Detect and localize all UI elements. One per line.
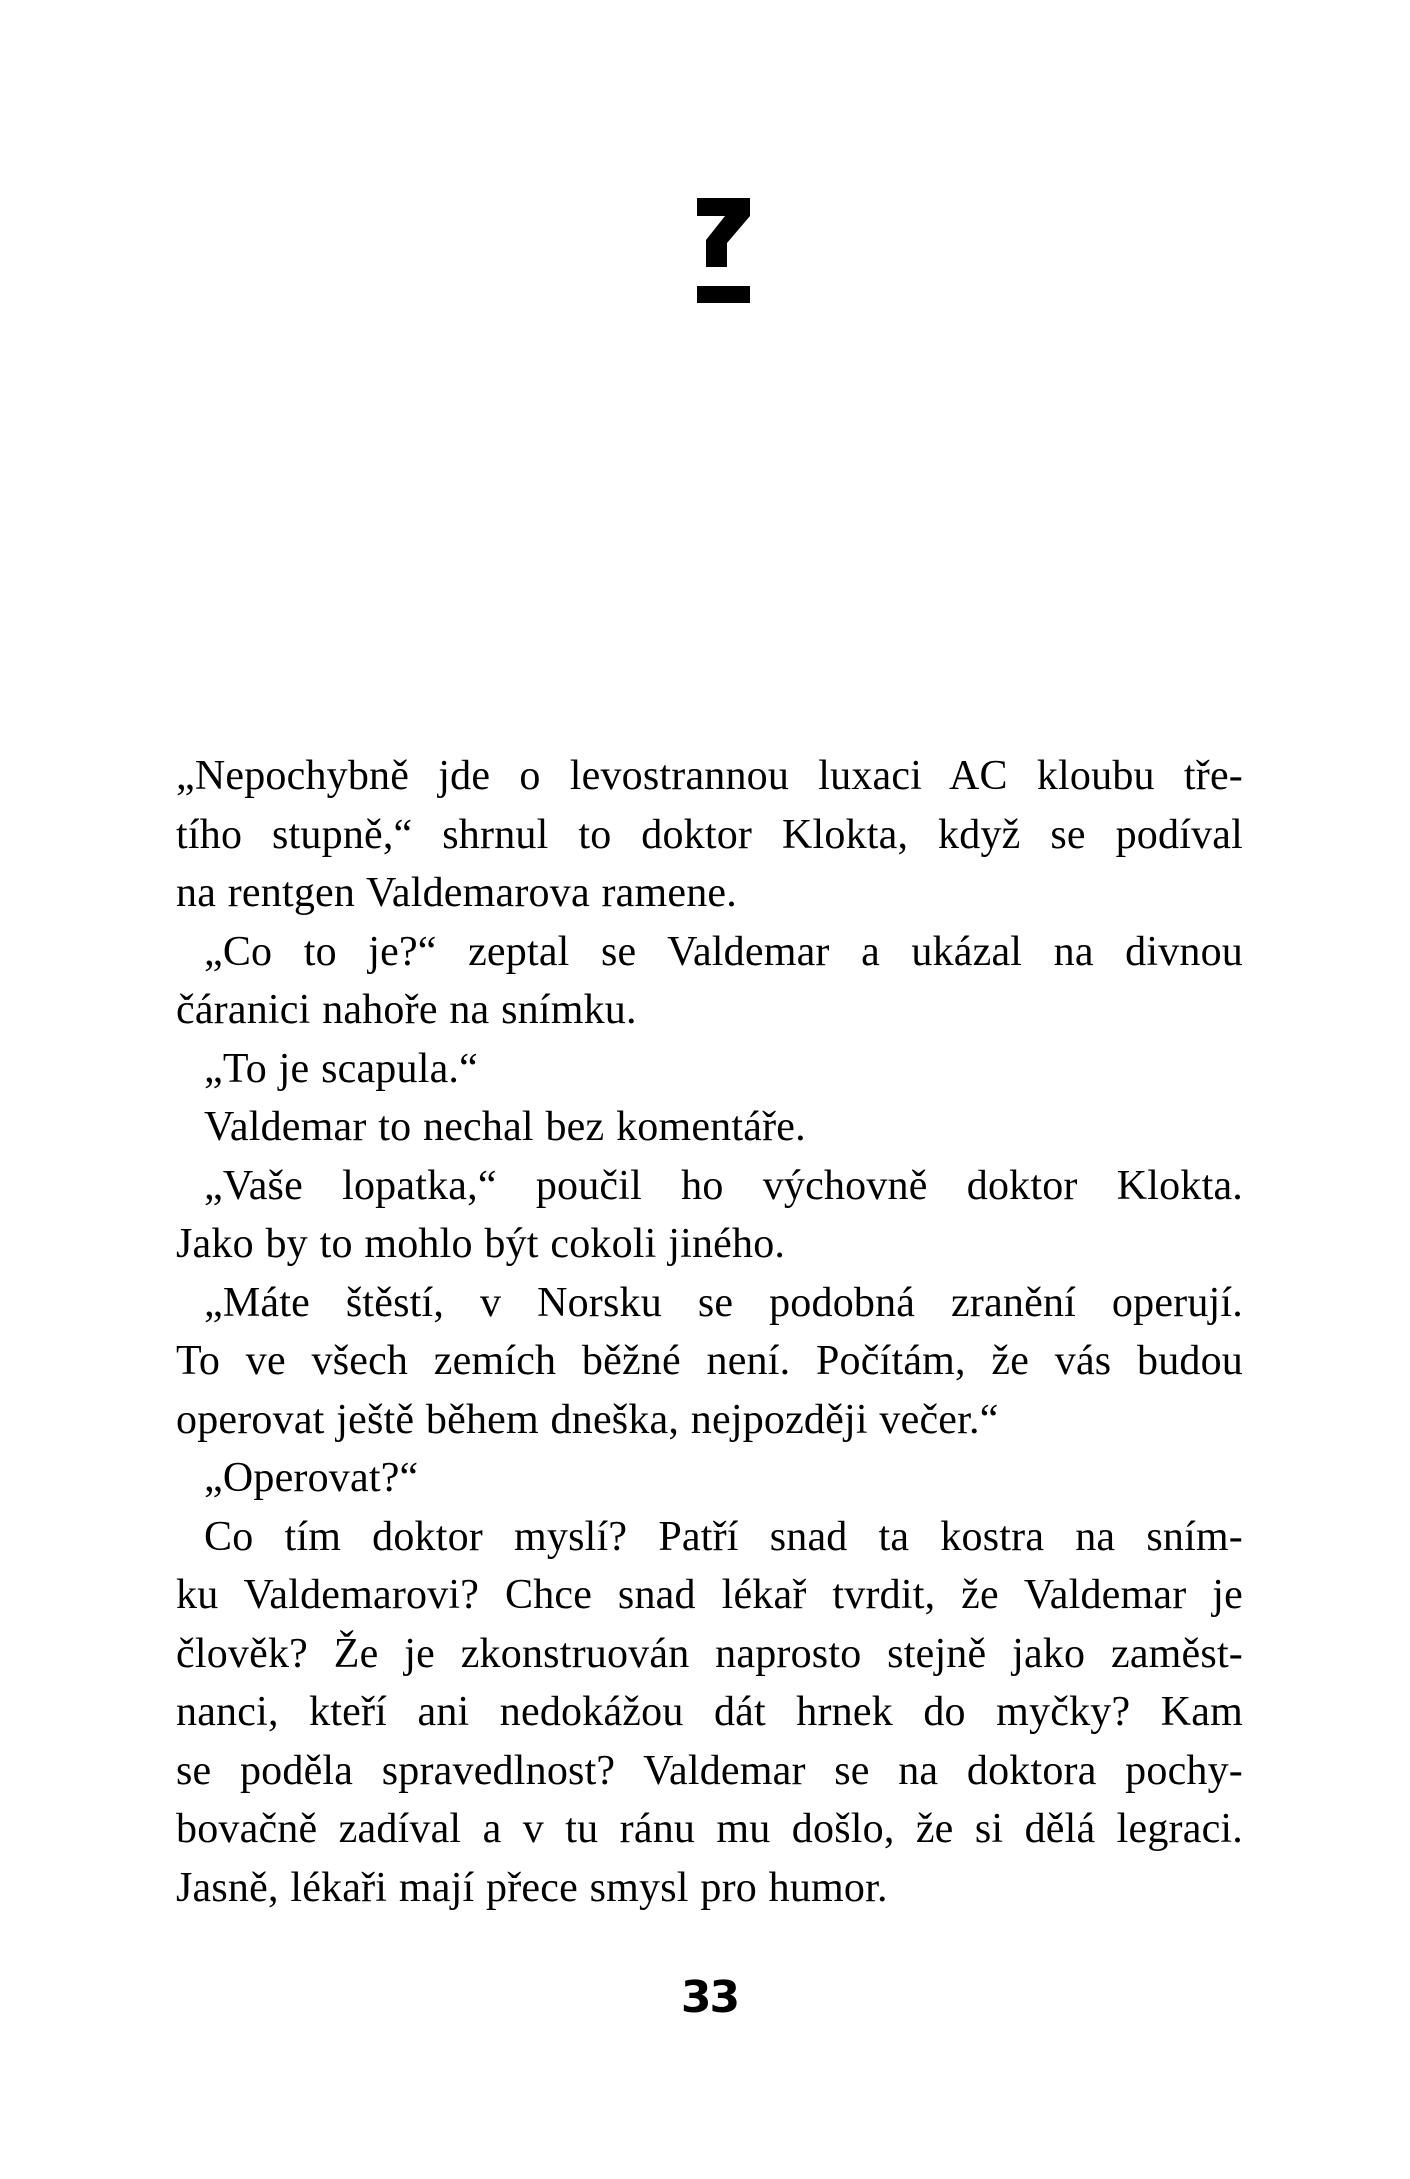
text-line: Co tím doktor myslí? Patří snad ta kostra na sním- bbox=[204, 1513, 1243, 1560]
text-line: operovat ještě během dneška, nejpozději večer.“ bbox=[176, 1396, 999, 1443]
text-line: To ve všech zemích běžné není. Počítám, že vás budou bbox=[176, 1338, 1243, 1384]
chapter-number bbox=[697, 198, 750, 303]
paragraph bbox=[176, 1040, 1243, 1099]
text-line: nanci, kteří ani nedokážou dát hrnek do myčky? Kam bbox=[176, 1689, 1243, 1735]
text-line: „To je scapula.“ bbox=[204, 1045, 478, 1092]
text-line: Jako by to mohlo být cokoli jiného. bbox=[176, 1221, 786, 1267]
paragraph bbox=[176, 1449, 1243, 1508]
paragraph bbox=[176, 747, 1243, 923]
text-line: bovačně zadíval a v tu ránu mu došlo, že si dělá legraci. bbox=[176, 1806, 1243, 1852]
text-line: tího stupně,“ shrnul to doktor Klokta, když se podíval bbox=[176, 811, 1243, 858]
paragraph bbox=[176, 1508, 1243, 1918]
text-line: Valdemar to nechal bez komentáře. bbox=[204, 1104, 806, 1150]
text-line: se poděla spravedlnost? Valdemar se na doktora pochy- bbox=[176, 1747, 1243, 1794]
page-number: 33 bbox=[680, 1972, 739, 2023]
paragraph bbox=[176, 923, 1243, 1040]
text-line: Jasně, lékaři mají přece smysl pro humor. bbox=[176, 1864, 888, 1911]
chapter-number-7-glyph bbox=[697, 198, 750, 303]
text-line: na rentgen Valdemarova ramene. bbox=[176, 870, 737, 916]
paragraph bbox=[176, 1098, 1243, 1157]
body-text bbox=[176, 747, 1243, 1917]
text-line: člověk? Že je zkonstruován naprosto stejně jako zaměst- bbox=[176, 1630, 1243, 1677]
text-line: „Máte štěstí, v Norsku se podobná zranění operují. bbox=[204, 1279, 1243, 1326]
text-line: ku Valdemarovi? Chce snad lékař tvrdit, že Valdemar je bbox=[176, 1572, 1243, 1618]
text-line: čáranici nahoře na snímku. bbox=[176, 987, 637, 1033]
text-line: „Co to je?“ zeptal se Valdemar a ukázal na divnou bbox=[204, 928, 1243, 975]
paragraph bbox=[176, 1157, 1243, 1274]
text-line: „Vaše lopatka,“ poučil ho výchovně doktor Klokta. bbox=[204, 1162, 1243, 1209]
paragraph bbox=[176, 1274, 1243, 1450]
text-line: „Nepochybně jde o levostrannou luxaci AC kloubu tře- bbox=[176, 753, 1243, 799]
text-line: „Operovat?“ bbox=[204, 1455, 419, 1501]
